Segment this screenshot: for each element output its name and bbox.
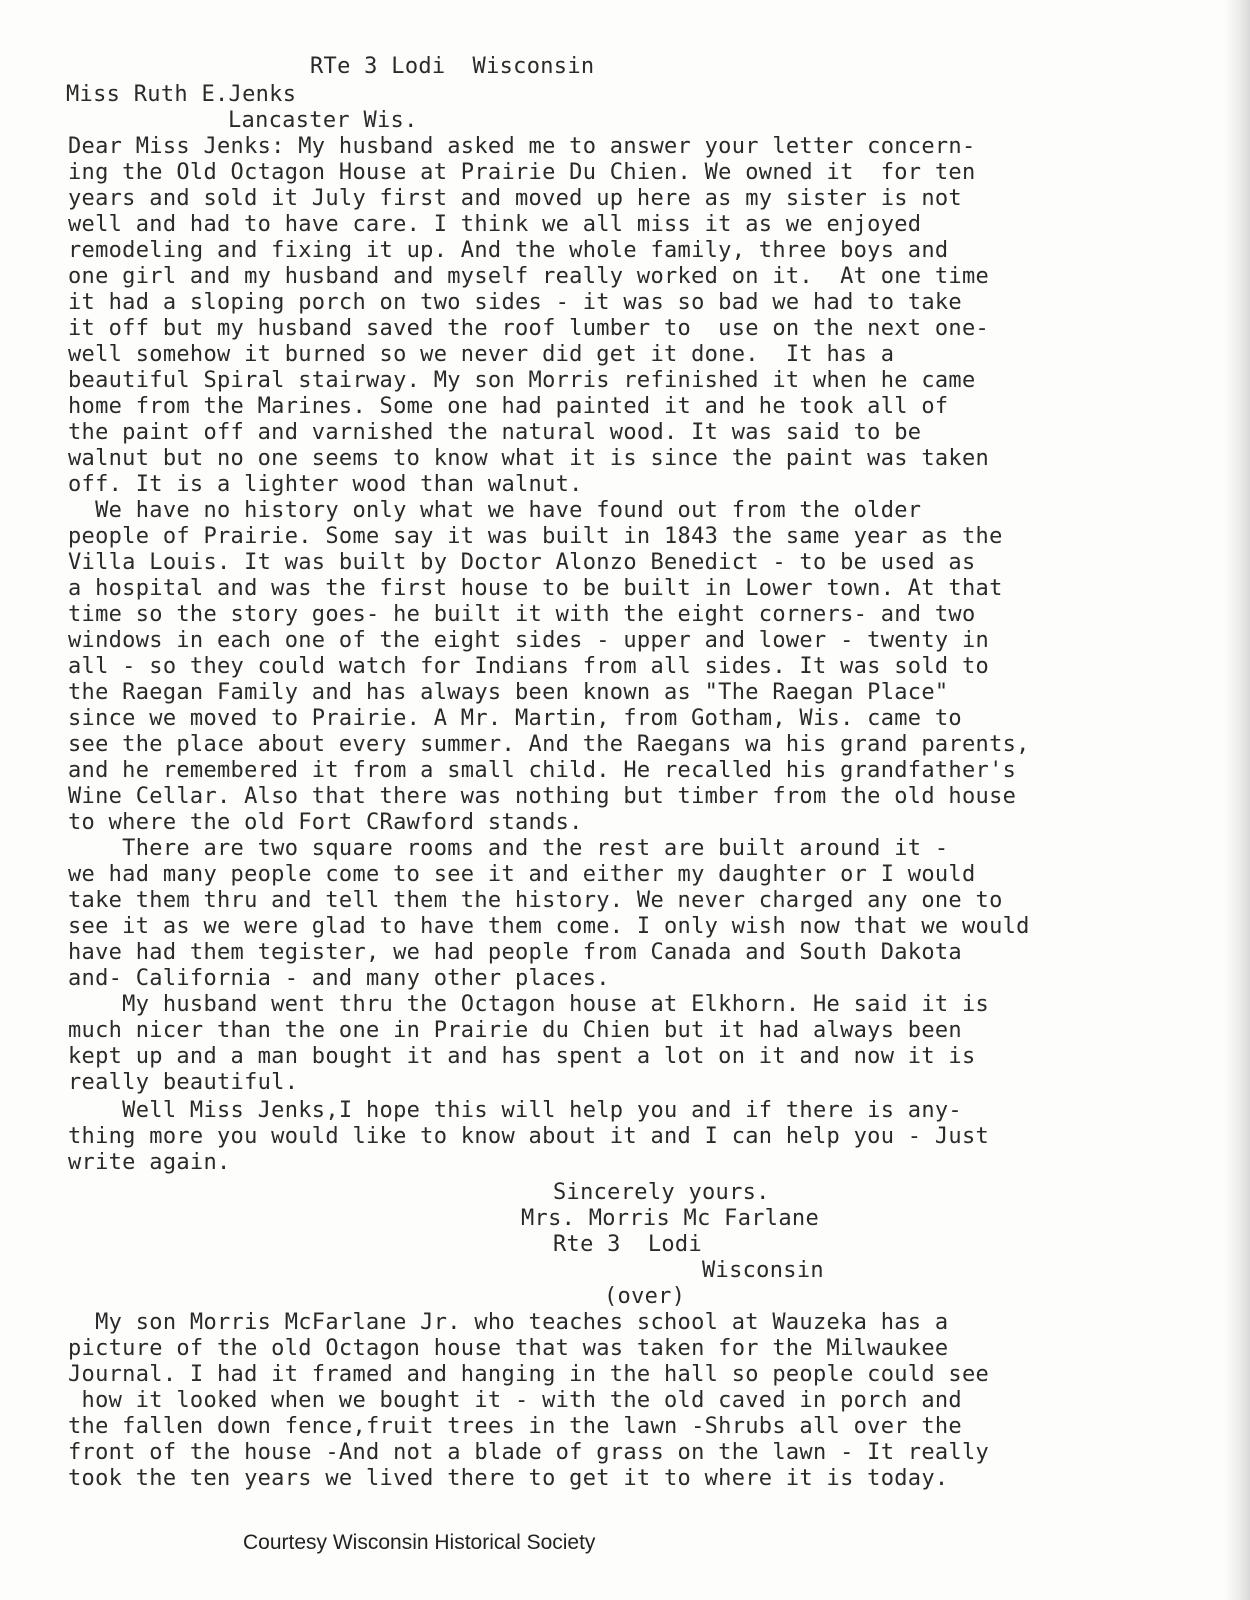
body-line: beautiful Spiral stairway. My son Morris refinished it when he came — [68, 368, 976, 393]
body-line: kept up and a man bought it and has spent a lot on it and now it is — [68, 1044, 976, 1069]
body-line: write again. — [68, 1150, 231, 1175]
body-line: Well Miss Jenks,I hope this will help you and if there is any- — [68, 1098, 962, 1123]
body-line: the Raegan Family and has always been known as "The Raegan Place" — [68, 680, 949, 705]
body-line: a hospital and was the first house to be built in Lower town. At that — [68, 576, 1003, 601]
body-line: see the place about every summer. And the Raegans wa his grand parents, — [68, 732, 1030, 757]
body-line: time so the story goes- he built it with the eight corners- and two — [68, 602, 976, 627]
recipient-city: Lancaster Wis. — [228, 108, 418, 133]
body-line: to where the old Fort CRawford stands. — [68, 810, 583, 835]
closing: Sincerely yours. — [553, 1180, 770, 1205]
body-line: remodeling and fixing it up. And the whole family, three boys and — [68, 238, 949, 263]
body-line: see it as we were glad to have them come. I only wish now that we would — [68, 914, 1030, 939]
body-line: well and had to have care. I think we all miss it as we enjoyed — [68, 212, 922, 237]
postscript-line: how it looked when we bought it - with the old caved in porch and — [68, 1388, 962, 1413]
body-line: We have no history only what we have found out from the older — [68, 498, 922, 523]
body-line: and- California - and many other places. — [68, 966, 610, 991]
body-line: much nicer than the one in Prairie du Chien but it had always been — [68, 1018, 962, 1043]
body-line: one girl and my husband and myself really worked on it. At one time — [68, 264, 990, 289]
header-address: RTe 3 Lodi Wisconsin — [310, 54, 595, 79]
body-line: all - so they could watch for Indians from all sides. It was sold to — [68, 654, 990, 679]
page-edge-shadow — [1224, 0, 1250, 1600]
body-line: walnut but no one seems to know what it is since the paint was taken — [68, 446, 990, 471]
signature-address-line1: Rte 3 Lodi — [553, 1232, 702, 1257]
body-line: Dear Miss Jenks: My husband asked me to answer your letter concern- — [68, 134, 976, 159]
body-line: and he remembered it from a small child. He recalled his grandfather's — [68, 758, 1017, 783]
body-line: thing more you would like to know about it and I can help you - Just — [68, 1124, 990, 1149]
body-line: My husband went thru the Octagon house at Elkhorn. He said it is — [68, 992, 990, 1017]
postscript-line: picture of the old Octagon house that was taken for the Milwaukee — [68, 1336, 949, 1361]
body-line: well somehow it burned so we never did get it done. It has a — [68, 342, 895, 367]
body-line: ing the Old Octagon House at Prairie Du Chien. We owned it for ten — [68, 160, 976, 185]
body-line: people of Prairie. Some say it was built in 1843 the same year as the — [68, 524, 1003, 549]
body-line: Villa Louis. It was built by Doctor Alonzo Benedict - to be used as — [68, 550, 976, 575]
postscript-line: took the ten years we lived there to get it to where it is today. — [68, 1466, 949, 1491]
signature-address-line2: Wisconsin — [702, 1258, 824, 1283]
body-line: windows in each one of the eight sides - upper and lower - twenty in — [68, 628, 990, 653]
body-line: There are two square rooms and the rest are built around it - — [68, 836, 949, 861]
postscript-line: front of the house -And not a blade of grass on the lawn - It really — [68, 1440, 990, 1465]
body-line: since we moved to Prairie. A Mr. Martin, from Gotham, Wis. came to — [68, 706, 962, 731]
signature-name: Mrs. Morris Mc Farlane — [521, 1206, 819, 1231]
body-line: years and sold it July first and moved up here as my sister is not — [68, 186, 962, 211]
body-line: the paint off and varnished the natural wood. It was said to be — [68, 420, 922, 445]
body-line: really beautiful. — [68, 1070, 299, 1095]
body-line: have had them tegister, we had people from Canada and South Dakota — [68, 940, 962, 965]
courtesy-caption: Courtesy Wisconsin Historical Society — [243, 1531, 596, 1554]
recipient-name: Miss Ruth E.Jenks — [66, 82, 297, 107]
body-line: Wine Cellar. Also that there was nothing but timber from the old house — [68, 784, 1017, 809]
body-line: it had a sloping porch on two sides - it was so bad we had to take — [68, 290, 962, 315]
over-note: (over) — [604, 1284, 686, 1309]
postscript-line: the fallen down fence,fruit trees in the lawn -Shrubs all over the — [68, 1414, 962, 1439]
body-line: take them thru and tell them the history. We never charged any one to — [68, 888, 1003, 913]
postscript-line: Journal. I had it framed and hanging in the hall so people could see — [68, 1362, 990, 1387]
body-line: off. It is a lighter wood than walnut. — [68, 472, 583, 497]
body-line: home from the Marines. Some one had painted it and he took all of — [68, 394, 949, 419]
postscript-line: My son Morris McFarlane Jr. who teaches school at Wauzeka has a — [68, 1310, 949, 1335]
body-line: it off but my husband saved the roof lumber to use on the next one- — [68, 316, 990, 341]
body-line: we had many people come to see it and either my daughter or I would — [68, 862, 976, 887]
